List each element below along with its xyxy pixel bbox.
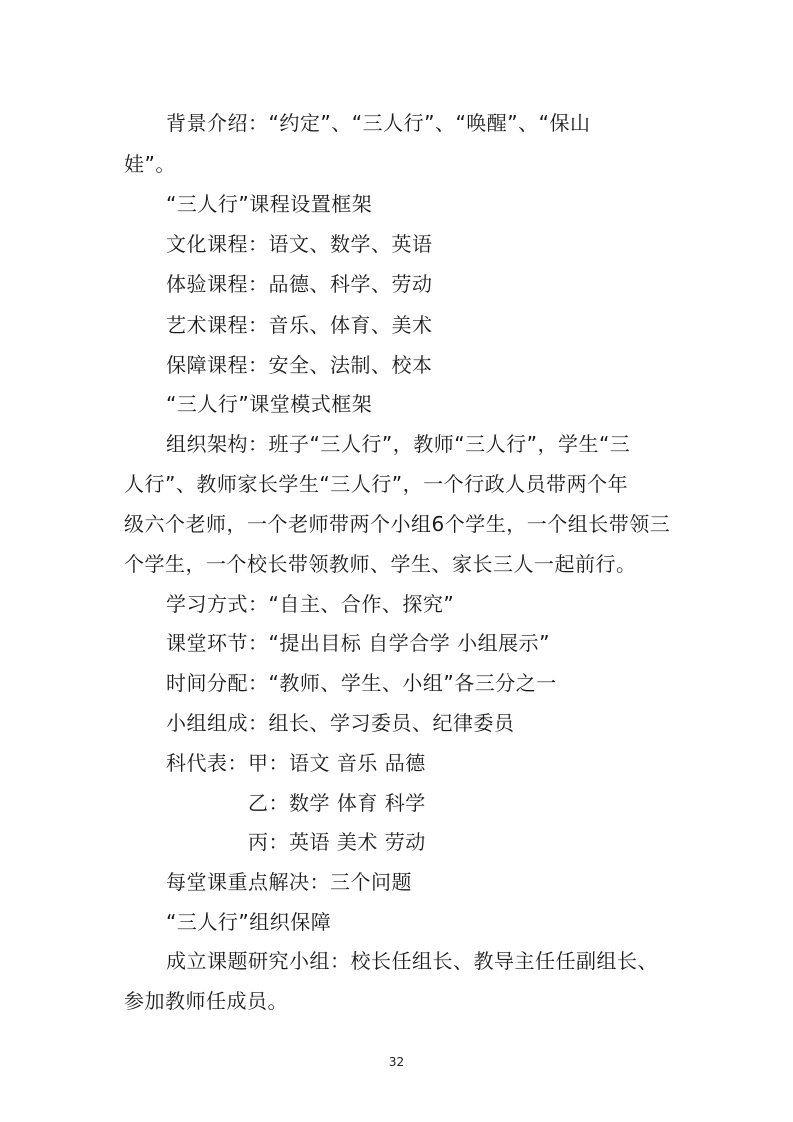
text-line: 学习方式：“自主、合作、探究”: [166, 592, 455, 616]
text-line: 保障课程：安全、法制、校本: [166, 353, 433, 377]
section-heading: “三人行”课堂模式框架: [166, 392, 373, 416]
text-line: 组织架构：班子“三人行”，教师“三人行”，学生“三: [166, 432, 631, 456]
text-line: 乙：数学 体育 科学: [248, 791, 426, 815]
text-line: 每堂课重点解决：三个问题: [166, 870, 412, 894]
text-line: 体验课程：品德、科学、劳动: [166, 272, 433, 296]
text-line: 丙：英语 美术 劳动: [248, 830, 426, 854]
text-line: 参加教师任成员。: [124, 989, 288, 1013]
text-line: 时间分配：“教师、学生、小组”各三分之一: [166, 671, 557, 695]
text-line: 文化课程：语文、数学、英语: [166, 232, 433, 256]
text-line: 小组组成：组长、学习委员、纪律委员: [166, 711, 515, 735]
text-line: 背景介绍：“约定”、“三人行”、“唤醒”、“保山: [166, 111, 591, 135]
text-line: 艺术课程：音乐、体育、美术: [166, 313, 433, 337]
text-line: 娃”。: [124, 152, 176, 176]
text-line: 成立课题研究小组：校长任组长、教导主任任副组长、: [166, 949, 658, 973]
text-line: 人行”、教师家长学生“三人行”，一个行政人员带两个年: [124, 472, 629, 496]
text-line: 级六个老师，一个老师带两个小组6个学生，一个组长带领三: [124, 512, 671, 536]
text-line: 个学生，一个校长带领教师、学生、家长三人一起前行。: [124, 552, 637, 576]
text-line: 科代表：甲：语文 音乐 品德: [166, 751, 426, 775]
section-heading: “三人行”课程设置框架: [166, 192, 373, 216]
page-number: 32: [388, 1055, 405, 1069]
section-heading: “三人行”组织保障: [166, 910, 332, 934]
text-line: 课堂环节：“提出目标 自学合学 小组展示”: [166, 631, 550, 655]
